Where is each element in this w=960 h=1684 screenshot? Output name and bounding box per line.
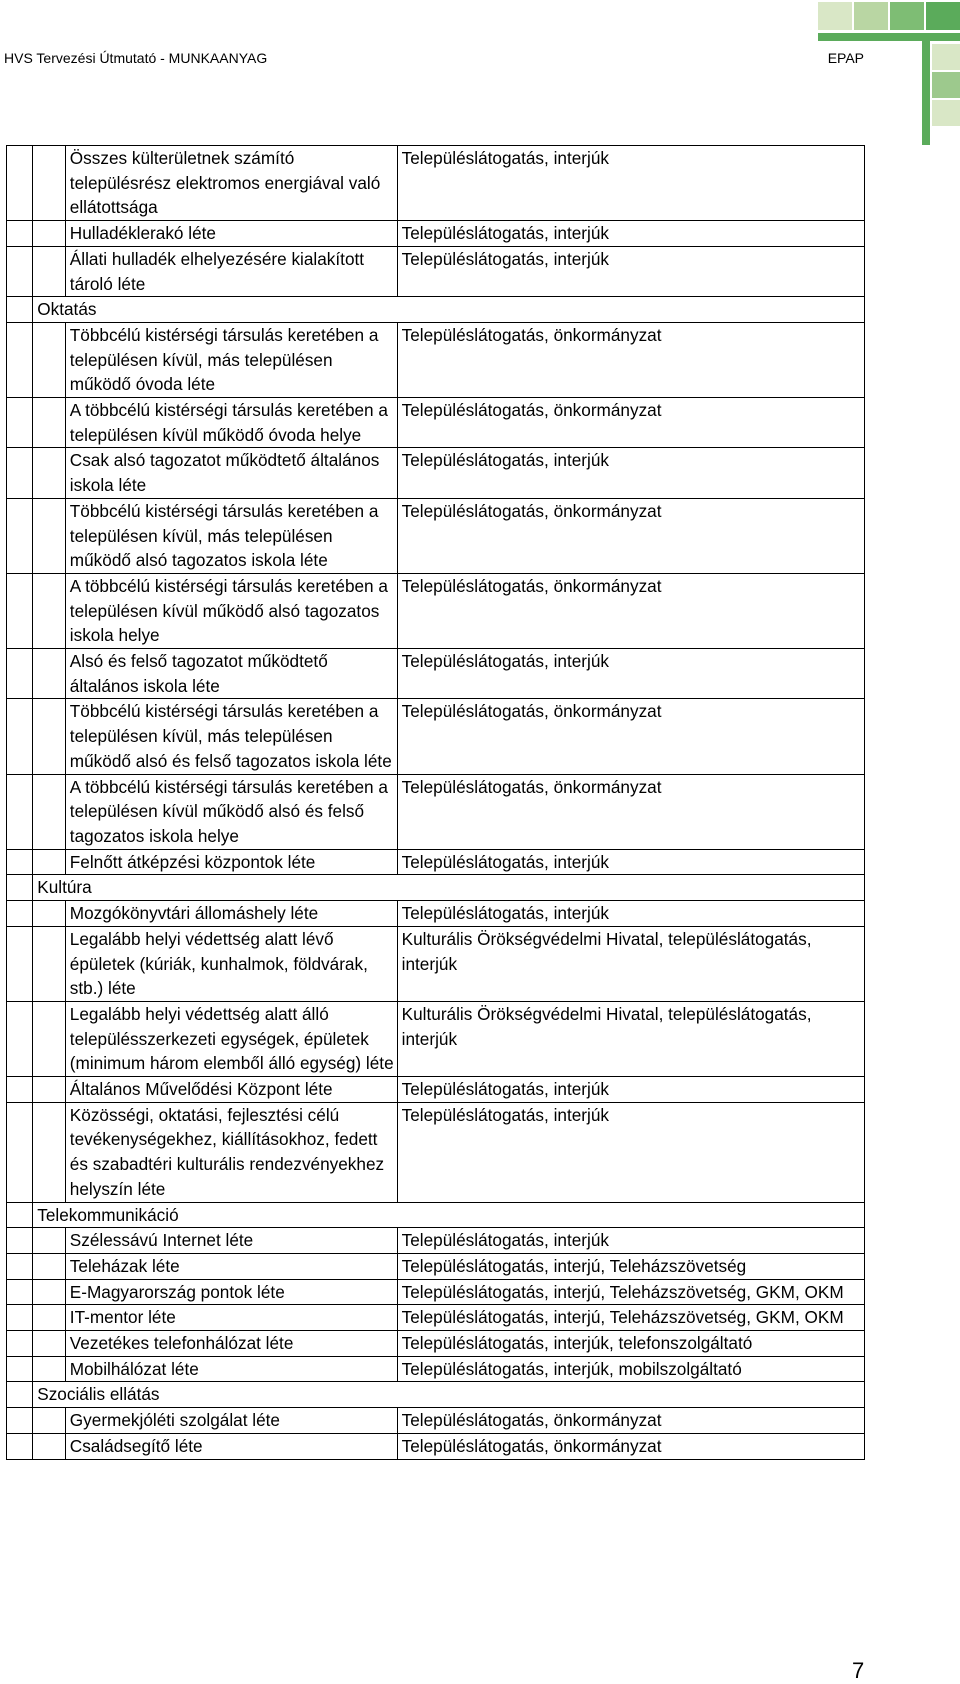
indent-cell [33,1077,66,1103]
table-row [7,221,865,247]
indent-cell [33,246,66,296]
source-cell: Településlátogatás, interjúk [397,901,864,927]
table-row [7,1331,865,1357]
table-row [7,901,865,927]
indent-cell [7,146,33,221]
table-row [7,1077,865,1103]
indent-cell [7,322,33,397]
indicator-cell: A többcélú kistérségi társulás keretében a településen kívül működő óvoda helye [65,398,397,448]
header-decoration-graphic [818,0,960,145]
indent-cell [33,1408,66,1434]
indent-cell [7,1279,33,1305]
section-row [7,297,865,323]
indent-cell [33,398,66,448]
indicator-cell: A többcélú kistérségi társulás keretében a településen kívül működő alsó és felső tagozatos iskola helye [65,774,397,849]
source-cell: Településlátogatás, önkormányzat [397,699,864,774]
indent-cell [7,849,33,875]
section-row [7,1382,865,1408]
indent-cell [33,448,66,498]
indicator-cell: Általános Művelődési Központ léte [65,1077,397,1103]
decor-vertical-bar [922,33,930,145]
indicator-cell: Családsegítő léte [65,1433,397,1459]
indicator-cell: Felnőtt átképzési központok léte [65,849,397,875]
source-cell: Településlátogatás, interjú, Teleházszövetség [397,1253,864,1279]
indicator-cell: Mozgókönyvtári állomáshely léte [65,901,397,927]
source-cell: Településlátogatás, interjú, Teleházszövetség, GKM, OKM [397,1305,864,1331]
table-row [7,699,865,774]
indent-cell [33,774,66,849]
source-cell: Településlátogatás, interjúk [397,649,864,699]
indicator-cell: Csak alsó tagozatot működtető általános iskola léte [65,448,397,498]
indent-cell [7,1382,33,1408]
indent-cell [33,322,66,397]
table-row [7,573,865,648]
source-cell: Településlátogatás, önkormányzat [397,1408,864,1434]
table-row [7,146,865,221]
indent-cell [33,1433,66,1459]
table-row [7,1305,865,1331]
table-row [7,774,865,849]
page-number: 7 [852,1658,865,1683]
indicator-cell: Legalább helyi védettség alatt lévő épületek (kúriák, kunhalmok, földvárak, stb.) léte [65,926,397,1001]
indicator-cell: Teleházak léte [65,1253,397,1279]
indent-cell [7,774,33,849]
indicator-cell: Gyermekjóléti szolgálat léte [65,1408,397,1434]
decor-square-4 [926,2,960,30]
decor-square-1 [818,2,852,30]
source-cell: Kulturális Örökségvédelmi Hivatal, településlátogatás, interjúk [397,926,864,1001]
table-row [7,1356,865,1382]
section-row [7,875,865,901]
table-row [7,448,865,498]
section-heading: Szociális ellátás [33,1382,865,1408]
indent-cell [33,1001,66,1076]
source-cell: Településlátogatás, interjúk [397,1077,864,1103]
indent-cell [7,297,33,323]
table-row [7,1279,865,1305]
decor-square-3 [890,2,924,30]
indent-cell [7,1331,33,1357]
table-row [7,246,865,296]
indent-cell [33,1305,66,1331]
table-row [7,322,865,397]
source-cell: Településlátogatás, önkormányzat [397,398,864,448]
source-cell: Településlátogatás, önkormányzat [397,774,864,849]
indicator-cell: Szélessávú Internet léte [65,1228,397,1254]
source-cell: Településlátogatás, önkormányzat [397,573,864,648]
indicator-cell: Mobilhálózat léte [65,1356,397,1382]
indent-cell [7,901,33,927]
indent-cell [7,221,33,247]
indent-cell [7,1001,33,1076]
source-cell: Kulturális Örökségvédelmi Hivatal, településlátogatás, interjúk [397,1001,864,1076]
indent-cell [7,926,33,1001]
indent-cell [7,1102,33,1202]
indent-cell [33,1279,66,1305]
indent-cell [33,498,66,573]
indent-cell [7,1408,33,1434]
indent-cell [7,246,33,296]
indent-cell [33,146,66,221]
decor-square-2 [854,2,888,30]
decor-bar [818,33,960,41]
indent-cell [7,1433,33,1459]
indent-cell [7,1356,33,1382]
indent-cell [7,875,33,901]
table-row [7,1102,865,1202]
indicator-cell: E-Magyarország pontok léte [65,1279,397,1305]
source-cell: Településlátogatás, interjúk [397,146,864,221]
indent-cell [7,699,33,774]
section-row [7,1202,865,1228]
indent-cell [33,221,66,247]
indent-cell [33,573,66,648]
indent-cell [7,498,33,573]
table-row [7,1228,865,1254]
decor-square-7 [932,100,960,126]
indicator-cell: Közösségi, oktatási, fejlesztési célú tevékenységekhez, kiállításokhoz, fedett és szabadtéri kulturális rendezvényekhez helyszín léte [65,1102,397,1202]
indent-cell [33,1228,66,1254]
indicator-cell: A többcélú kistérségi társulás keretében a településen kívül működő alsó tagozatos iskola helye [65,573,397,648]
indent-cell [7,649,33,699]
indent-cell [7,398,33,448]
section-heading: Telekommunikáció [33,1202,865,1228]
indicator-cell: Többcélú kistérségi társulás keretében a településen kívül, más településen működő alsó és felső tagozatos iskola léte [65,699,397,774]
indent-cell [7,448,33,498]
indicator-cell: Hulladéklerakó léte [65,221,397,247]
table-row [7,498,865,573]
table-row [7,1253,865,1279]
table-row [7,849,865,875]
source-cell: Településlátogatás, önkormányzat [397,498,864,573]
section-heading: Oktatás [33,297,865,323]
indicator-cell: Összes külterületnek számító településrész elektromos energiával való ellátottsága [65,146,397,221]
indicator-cell: Alsó és felső tagozatot működtető általános iskola léte [65,649,397,699]
indent-cell [33,901,66,927]
indicator-cell: Többcélú kistérségi társulás keretében a településen kívül, más településen működő alsó tagozatos iskola léte [65,498,397,573]
indent-cell [33,699,66,774]
source-cell: Településlátogatás, interjúk [397,1102,864,1202]
indicator-cell: Vezetékes telefonhálózat léte [65,1331,397,1357]
document-header-code: EPAP [827,50,864,66]
indent-cell [7,1253,33,1279]
source-cell: Településlátogatás, interjúk, mobilszolgáltató [397,1356,864,1382]
indent-cell [33,1253,66,1279]
indent-cell [33,926,66,1001]
decor-square-5 [932,44,960,70]
indent-cell [7,1077,33,1103]
source-cell: Településlátogatás, interjúk, telefonszolgáltató [397,1331,864,1357]
indent-cell [7,1202,33,1228]
indicator-cell: IT-mentor léte [65,1305,397,1331]
table-row [7,926,865,1001]
source-cell: Településlátogatás, interjú, Teleházszövetség, GKM, OKM [397,1279,864,1305]
source-cell: Településlátogatás, interjúk [397,1228,864,1254]
indent-cell [7,573,33,648]
source-cell: Településlátogatás, önkormányzat [397,1433,864,1459]
indicator-cell: Legalább helyi védettség alatt álló településszerkezeti egységek, épületek (minimum három elemből álló egység) léte [65,1001,397,1076]
document-header-title: HVS Tervezési Útmutató - MUNKAANYAG [4,50,268,66]
indent-cell [33,849,66,875]
source-cell: Településlátogatás, önkormányzat [397,322,864,397]
indent-cell [33,1331,66,1357]
table-row [7,1433,865,1459]
source-cell: Településlátogatás, interjúk [397,849,864,875]
source-cell: Településlátogatás, interjúk [397,246,864,296]
decor-square-6 [932,72,960,98]
table-row [7,649,865,699]
table-row [7,398,865,448]
table-row [7,1408,865,1434]
source-cell: Településlátogatás, interjúk [397,448,864,498]
indicator-cell: Többcélú kistérségi társulás keretében a településen kívül, más településen működő óvoda léte [65,322,397,397]
indent-cell [33,1356,66,1382]
indent-cell [7,1228,33,1254]
table-row [7,1001,865,1076]
indent-cell [33,649,66,699]
data-requirements-table [6,145,865,1460]
source-cell: Településlátogatás, interjúk [397,221,864,247]
indent-cell [7,1305,33,1331]
indent-cell [33,1102,66,1202]
indicator-cell: Állati hulladék elhelyezésére kialakított tároló léte [65,246,397,296]
section-heading: Kultúra [33,875,865,901]
